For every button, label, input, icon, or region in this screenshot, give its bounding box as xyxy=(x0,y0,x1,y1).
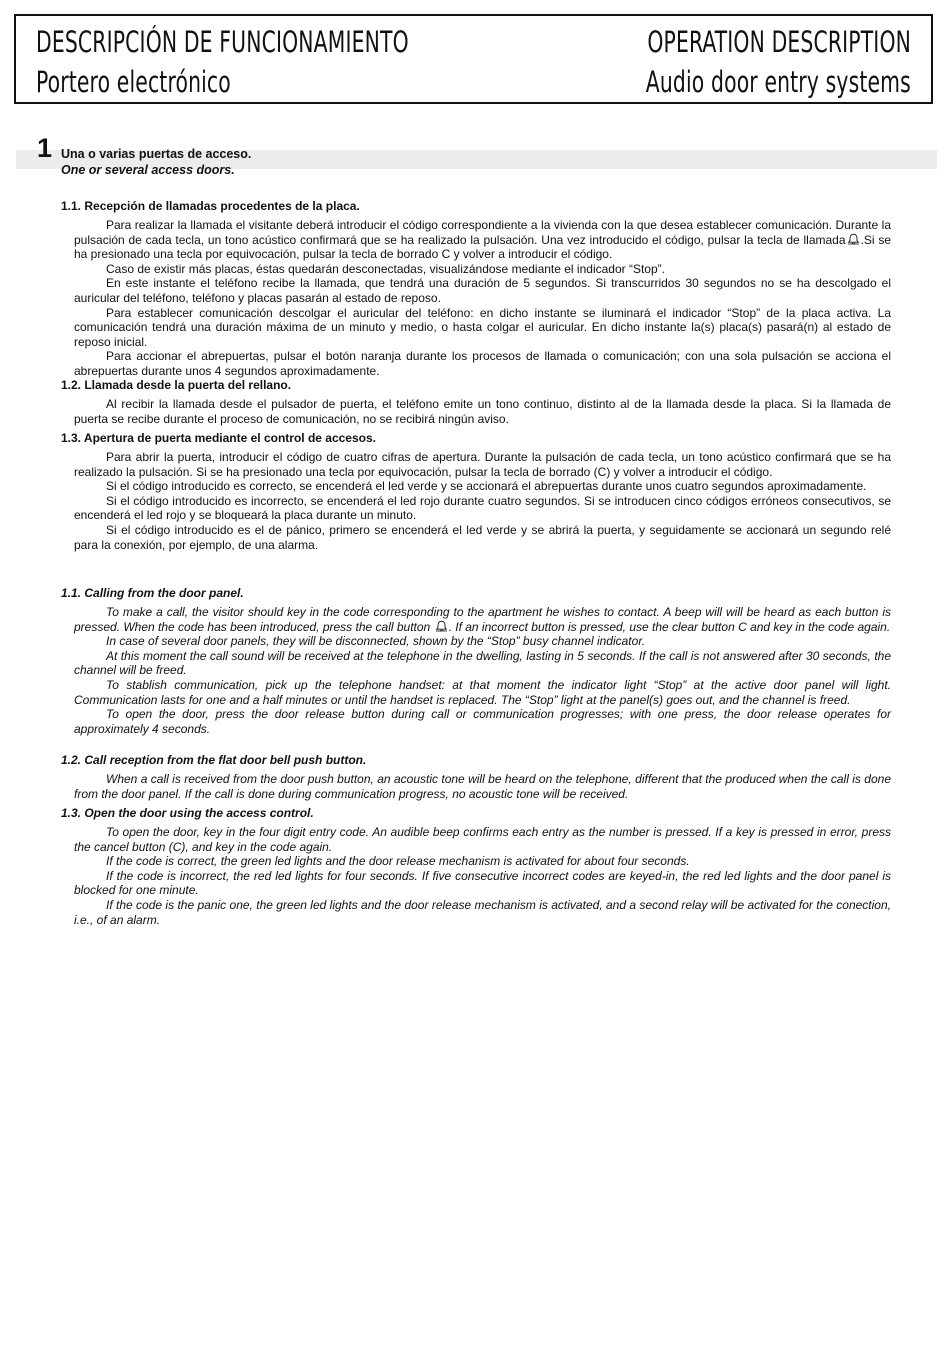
section-title-en: One or several access doors. xyxy=(61,163,235,177)
es-subsection-1-body xyxy=(74,218,891,379)
es-s2-paragraph: Al recibir la llamada desde el pulsador de puerta, el teléfono emite un tono continuo, distinto al de la llamada desde la placa. Si la llamada de puerta se recibe durante el proceso de comunicación, no se recibirá ningún aviso. xyxy=(74,397,891,426)
en-s3-paragraph: To open the door, key in the four digit entry code. An audible beep confirms each entry as the number is pressed. If a key is pressed in error, press the cancel button (C), and key in the code again. xyxy=(74,825,891,854)
es-s1-p1-text-b: .Si se ha presionado una tecla por equivocación, pulsar la tecla de borrado C y volver a introducir el código. xyxy=(74,232,891,262)
en-s3-paragraph: If the code is the panic one, the green led lights and the door release mechanism is activated, and a second relay will be activated for the conection, i.e., of an alarm. xyxy=(74,897,891,927)
en-s1-p1-text-b: . If an incorrect button is pressed, use the clear button C and key in the code again. xyxy=(448,619,891,634)
es-s1-paragraph: En este instante el teléfono recibe la llamada, que tendrá una duración de 5 segundos. Si transcurridos 30 segundos no se ha descolgado el auricular del teléfono, teléfono y placas pasarán al estado de reposo. xyxy=(74,276,891,305)
en-s1-paragraph xyxy=(74,605,891,634)
en-s3-paragraph: If the code is incorrect, the red led lights for four seconds. If five consecutive incorrect codes are keyed-in, the red led lights and the door panel is blocked for one minute. xyxy=(74,868,891,898)
es-s3-paragraph: Si el código introducido es el de pánico, primero se encenderá el led verde y se abrirá la puerta, y seguidamente se accionará un segundo relé para la conexión, por ejemplo, de una alarma. xyxy=(74,522,891,552)
en-s1-paragraph: In case of several door panels, they will be disconnected, shown by the “Stop” busy channel indicator. xyxy=(106,634,646,649)
en-subsection-2-body xyxy=(74,772,891,801)
page-header xyxy=(14,14,933,104)
es-s1-paragraph: Para accionar el abrepuertas, pulsar el botón naranja durante los procesos de llamada o comunicación; con una sola pulsación se acciona el abrepuertas durante unos 4 segundos aproximadamente. xyxy=(74,349,891,378)
en-s1-paragraph: At this moment the call sound will be received at the telephone in the dwelling, lasting in 5 seconds. If the call is not answered after 30 seconds, the channel will be freed. xyxy=(74,648,891,678)
es-subsection-2-title: 1.2. Llamada desde la puerta del rellano. xyxy=(61,378,292,392)
es-s1-paragraph: Para establecer comunicación descolgar el auricular del teléfono: en dicho instante se iluminará el indicador “Stop” de la placa activa. La comunicación tendrá una duración máxima de un minuto y medio, o hasta colgar el auricular. En dicho instante la(s) placa(s) pasará(n) al estado de reposo inicial. xyxy=(74,305,891,349)
bell-icon xyxy=(847,233,860,245)
en-subsection-3-title: 1.3. Open the door using the access control. xyxy=(61,806,314,820)
header-title-en: OPERATION DESCRIPTION xyxy=(647,25,911,59)
es-subsection-3-body xyxy=(74,450,891,552)
en-s1-p1-text-a: To make a call, the visitor should key in the code corresponding to the apartment he wishes to contact. A beep will will be heard as each button is pressed. When the code has been introduced, press the call button xyxy=(74,605,891,634)
en-s1-paragraph: To open the door, press the door release button during call or communication progresses; with one press, the door release operates for approximately 4 seconds. xyxy=(74,707,891,736)
es-subsection-3-title: 1.3. Apertura de puerta mediante el control de accesos. xyxy=(61,431,376,445)
es-subsection-1-title: 1.1. Recepción de llamadas procedentes de la placa. xyxy=(61,199,360,213)
en-s1-paragraph: To stablish communication, pick up the telephone handset: at that moment the indicator light “Stop” at the active door panel will light. Communication lasts for one and a half minutes or until the handset is replaced. The “Stop” light at the panel(s) goes out, and the channel is freed. xyxy=(74,677,891,707)
en-subsection-3-body xyxy=(74,825,891,927)
es-s1-paragraph: Caso de existir más placas, éstas quedarán desconectadas, visualizándose mediante el indicador “Stop”. xyxy=(106,261,665,276)
es-s3-paragraph: Para abrir la puerta, introducir el código de cuatro cifras de apertura. Durante la pulsación de cada tecla, un tono acústico confirmará que se ha realizado la pulsación. Si se ha presionado una tecla por equivocación, pulsar la tecla de borrado (C) y volver a introducir el código. xyxy=(74,450,891,479)
section-number: 1 xyxy=(37,133,53,163)
es-s3-paragraph: Si el código introducido es incorrecto, se encenderá el led rojo durante cuatro segundos. Si se introducen cinco códigos erróneos consecutivos, se encenderá el led rojo y se bloqueará la placa durante un minuto. xyxy=(74,493,891,523)
bell-icon xyxy=(435,620,448,632)
es-s3-paragraph: Si el código introducido es correcto, se encenderá el led verde y se accionará el abrepuertas durante unos cuatro segundos aproximadamente. xyxy=(106,479,867,494)
header-title-es: DESCRIPCIÓN DE FUNCIONAMIENTO xyxy=(36,25,409,59)
en-subsection-1-title: 1.1. Calling from the door panel. xyxy=(61,586,244,600)
en-s2-paragraph: When a call is received from the door push button, an acoustic tone will be heard on the telephone, different that the produced when the call is done from the door panel. If the call is done during communication progress, no acoustic tone will be received. xyxy=(74,772,891,801)
es-s1-paragraph xyxy=(74,218,891,262)
en-s3-paragraph: If the code is correct, the green led lights and the door release mechanism is activated for about four seconds. xyxy=(106,854,690,869)
header-subtitle-en: Audio door entry systems xyxy=(645,65,911,99)
en-subsection-2-title: 1.2. Call reception from the flat door bell push button. xyxy=(61,753,367,767)
section-title-es: Una o varias puertas de acceso. xyxy=(61,147,252,161)
header-subtitle-es: Portero electrónico xyxy=(36,65,231,99)
es-s1-p1-text-a: Para realizar la llamada el visitante deberá introducir el código correspondiente a la vivienda con la que desea establecer comunicación. Durante la pulsación de cada tecla, un tono acústico confirmará que se ha realizado la pulsación. Una vez introducido el código, pulsar la tecla de llamada xyxy=(74,218,891,247)
en-subsection-1-body xyxy=(74,605,891,736)
es-subsection-2-body xyxy=(74,397,891,426)
